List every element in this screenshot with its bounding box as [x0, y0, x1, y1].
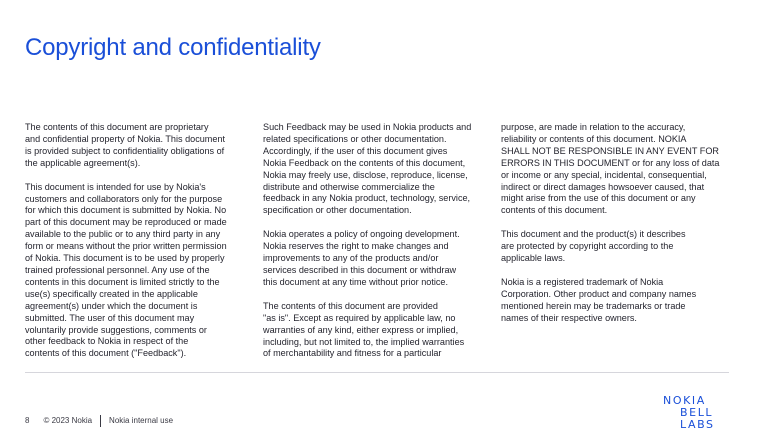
paragraph: purpose, are made in relation to the accuracy, reliability or contents of this document. NOKIA SHALL NOT BE RESPONSIBLE IN ANY EVENT FOR ERRORS IN THIS DOCUMENT or for any loss of data or income or any special, incidental, consequential, indirect or direct damages howsoever caused, that might arise from the use of this document or any contents of this document.: [501, 122, 720, 216]
footer-separator: [100, 415, 101, 427]
logo-line-1: NOKIA: [663, 394, 706, 407]
paragraph: This document is intended for use by Nokia's customers and collaborators only for the purpose for which this document is submitted by Nokia. No part of this document may be reproduced or made available to the public or to any third party in any form or means without the prior written permission of Nokia. This document is to be used by properly trained professional personnel. Any use of the contents in this document is limited strictly to the use(s) specifically created in the applicable agreement(s) under which the document is submitted. The user of this document may voluntarily provide suggestions, comments or other feedback to Nokia in respect of the contents of this document ("Feedback").: [25, 181, 227, 359]
paragraph: This document and the product(s) it describes are protected by copyright according to the applicable laws.: [501, 229, 686, 264]
footer-divider: [25, 372, 729, 373]
text-column-3: [501, 122, 727, 337]
paragraph: Nokia operates a policy of ongoing development. Nokia reserves the right to make changes and improvements to any of the products and/or services described in this document or withdraw this document at any time without prior notice.: [263, 229, 460, 287]
copyright-notice: © 2023 Nokia: [43, 416, 93, 425]
logo-line-2: BELL: [680, 406, 714, 419]
paragraph: The contents of this document are proprietary and confidential property of Nokia. This document is provided subject to confidentiality obligations of the applicable agreement(s).: [25, 122, 226, 168]
paragraph: Such Feedback may be used in Nokia products and related specifications or other documentation. Accordingly, if the user of this document gives Nokia Feedback on the contents of this document, Nokia may freely use, disclose, reproduce, license, distribute and otherwise commercialize the feedback in any Nokia product, technology, service, specification or other documentation.: [263, 122, 472, 216]
classification-label: Nokia internal use: [109, 416, 174, 425]
page-number: 8: [25, 416, 30, 425]
text-column-1: [25, 122, 251, 372]
logo-line-3: LABS: [680, 418, 715, 429]
page-title: Copyright and confidentiality: [25, 34, 321, 61]
paragraph: Nokia is a registered trademark of Nokia Corporation. Other product and company names mentioned herein may be trademarks or trade names of their respective owners.: [501, 276, 697, 323]
nokia-bell-labs-logo: [661, 393, 731, 429]
text-column-2: [263, 122, 491, 372]
footer: [25, 415, 173, 427]
paragraph: The contents of this document are provided "as is". Except as required by applicable law, no warranties of any kind, either express or implied, including, but not limited to, the implied warranties of merchantability and fitness for a particular: [263, 300, 465, 359]
